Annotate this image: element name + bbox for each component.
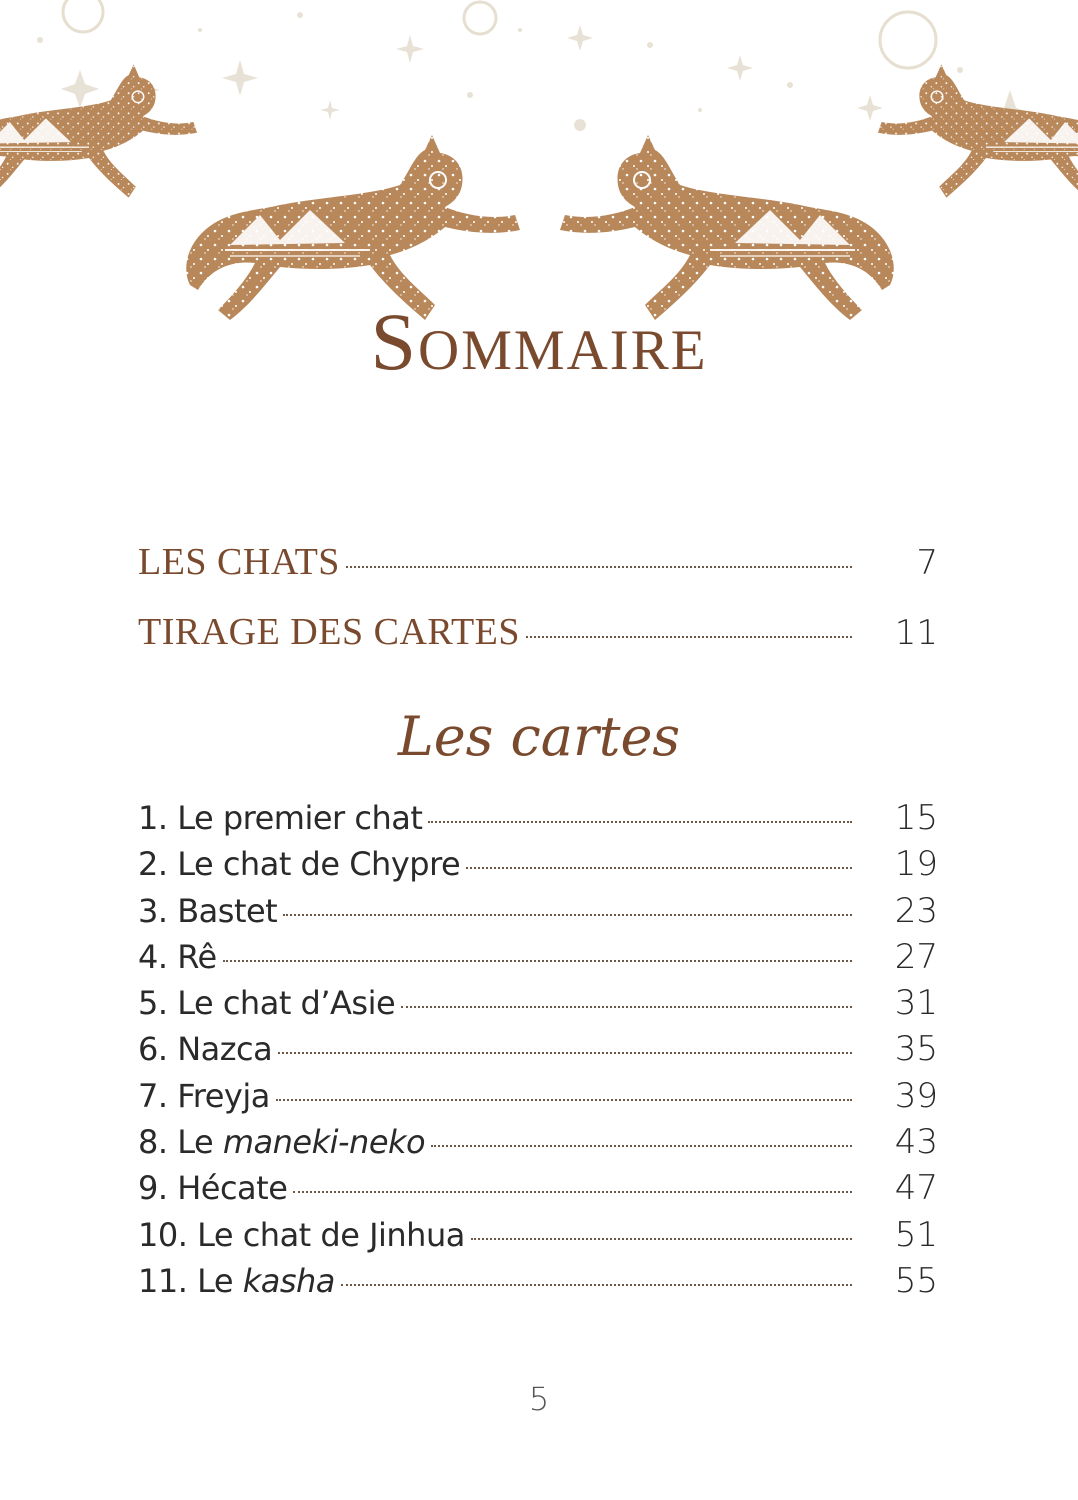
card-entry[interactable] <box>138 937 938 983</box>
section-title: Les cartes <box>397 705 681 768</box>
dot-leader <box>526 636 852 638</box>
card-number: 1. <box>138 799 168 837</box>
card-entry[interactable] <box>138 844 938 890</box>
card-entry[interactable] <box>138 1215 938 1261</box>
card-entry-label <box>138 1030 272 1068</box>
dot-leader <box>278 1052 852 1054</box>
card-entry-label <box>138 892 277 930</box>
card-name: Freyja <box>177 1076 270 1115</box>
cat-silhouette-icon <box>0 64 197 197</box>
toc-entry-label: LES CHATS <box>138 541 340 583</box>
card-entry-page: 39 <box>894 1075 938 1116</box>
card-entry-label <box>138 845 460 883</box>
card-entry-label <box>138 799 422 837</box>
dot-leader <box>293 1191 852 1193</box>
dot-leader <box>283 914 852 916</box>
card-entry-page: 55 <box>894 1260 938 1301</box>
dot-leader <box>401 1006 852 1008</box>
cat-silhouette-icon <box>878 64 1078 197</box>
card-entry-label <box>138 938 217 976</box>
toc-entry[interactable] <box>138 610 938 680</box>
card-entry-page: 51 <box>894 1214 938 1255</box>
card-name: Le chat d’Asie <box>177 984 396 1023</box>
card-number: 7. <box>138 1076 168 1115</box>
card-name: Hécate <box>177 1169 288 1208</box>
dot-leader <box>276 1099 852 1101</box>
card-name: Le <box>197 1261 243 1300</box>
toc-entry-page: 7 <box>916 543 938 583</box>
card-entry-label <box>138 1216 465 1254</box>
card-entry[interactable] <box>138 1029 938 1075</box>
main-toc <box>138 540 938 680</box>
card-number: 11. <box>138 1261 188 1300</box>
card-entry[interactable] <box>138 1168 938 1214</box>
card-entry-page: 47 <box>894 1168 938 1209</box>
card-number: 8. <box>138 1123 168 1162</box>
card-entry-page: 15 <box>894 798 938 838</box>
card-entry-label <box>138 1169 287 1207</box>
page-title: Sommaire <box>370 296 708 387</box>
card-name: Rê <box>177 937 217 976</box>
card-entry[interactable] <box>138 1076 938 1122</box>
page-number: 5 <box>528 1380 550 1418</box>
card-number: 10. <box>138 1215 188 1254</box>
card-name: Bastet <box>177 891 278 930</box>
dot-leader <box>431 1145 852 1147</box>
toc-entry-label: TIRAGE DES CARTES <box>138 611 521 653</box>
dot-leader <box>466 867 852 869</box>
toc-entry-page: 11 <box>894 613 938 653</box>
dot-leader <box>341 1284 852 1286</box>
card-number: 3. <box>138 891 168 930</box>
card-name: Le chat de Jinhua <box>197 1215 465 1254</box>
card-entry-page: 31 <box>894 983 938 1024</box>
card-name: Le chat de Chypre <box>177 845 461 884</box>
card-entry-label <box>138 984 395 1022</box>
card-entry[interactable] <box>138 1122 938 1168</box>
card-entry-page: 27 <box>894 936 938 977</box>
header-illustration <box>0 0 1078 340</box>
card-name: Le premier chat <box>177 799 423 837</box>
dot-leader <box>471 1238 852 1240</box>
card-name: Nazca <box>177 1030 273 1069</box>
card-entry-page: 43 <box>894 1122 938 1163</box>
card-entry-page: 19 <box>894 844 938 885</box>
card-entry-page: 35 <box>894 1029 938 1070</box>
card-entry-label <box>138 1077 270 1115</box>
toc-entry[interactable] <box>138 540 938 610</box>
moon-icon <box>63 0 936 68</box>
card-entry[interactable] <box>138 983 938 1029</box>
card-name-italic: kasha <box>242 1261 335 1300</box>
card-number: 5. <box>138 984 168 1023</box>
card-entry[interactable] <box>138 1261 938 1307</box>
star-icon <box>37 12 1034 138</box>
dot-leader <box>346 566 852 568</box>
card-entry-label <box>138 1123 425 1161</box>
card-name: Le <box>177 1123 223 1162</box>
card-entry[interactable] <box>138 798 938 844</box>
card-entry-label <box>138 1262 335 1300</box>
card-number: 2. <box>138 845 168 884</box>
card-number: 6. <box>138 1030 168 1069</box>
card-entry-page: 23 <box>894 890 938 931</box>
dot-leader <box>223 960 852 962</box>
card-number: 4. <box>138 937 168 976</box>
cat-silhouette-icon <box>186 135 520 320</box>
card-number: 9. <box>138 1169 168 1208</box>
card-name-italic: maneki-neko <box>222 1123 426 1162</box>
dot-leader <box>428 821 852 823</box>
card-entry[interactable] <box>138 891 938 937</box>
cards-toc <box>138 798 938 1307</box>
cat-silhouette-icon <box>560 135 894 320</box>
